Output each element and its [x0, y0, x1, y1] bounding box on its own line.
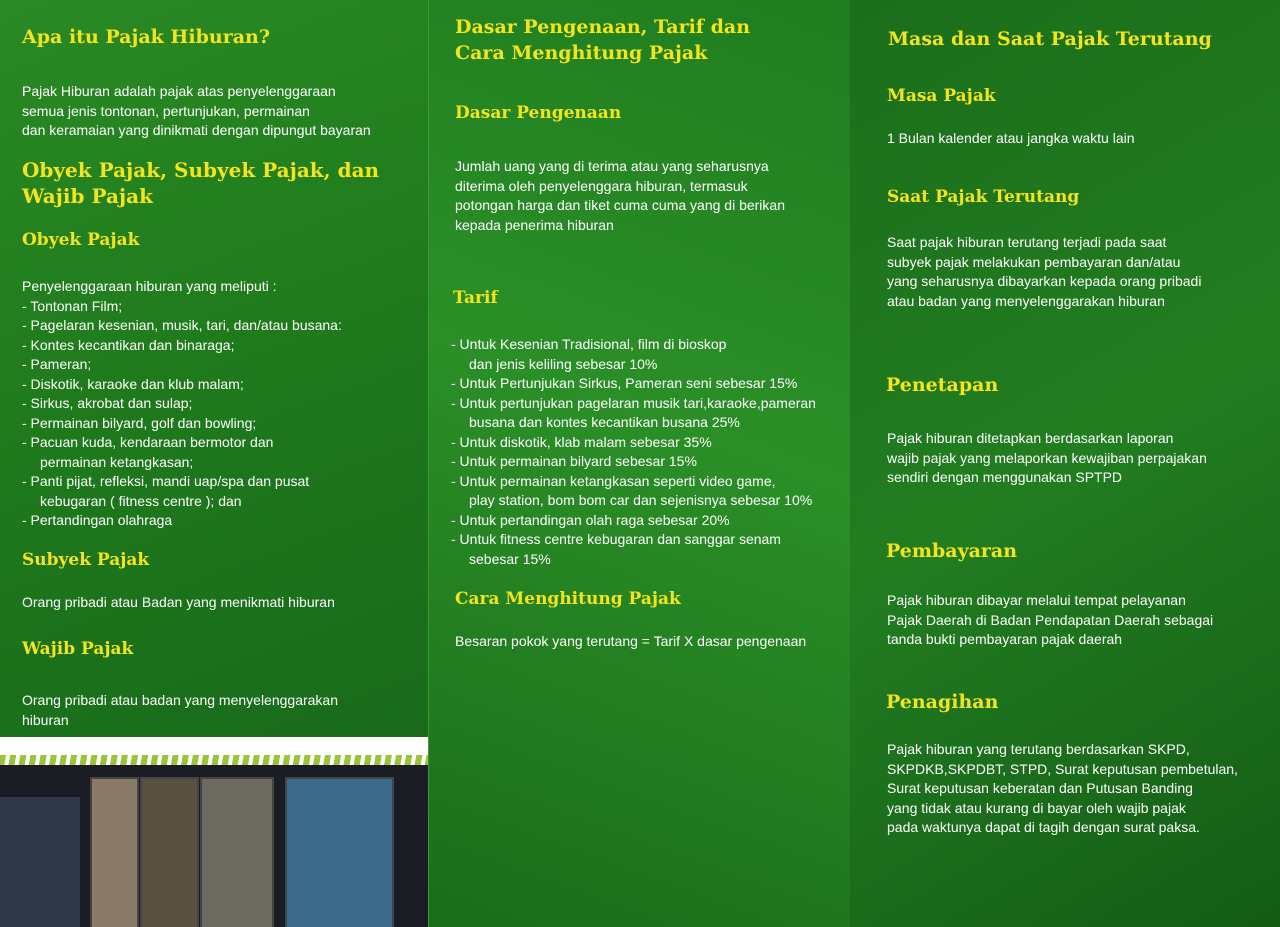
text-line: - Sirkus, akrobat dan sulap;: [22, 395, 193, 411]
heading-obyek-subyek: Obyek Pajak, Subyek Pajak, dan Wajib Pajak: [22, 158, 380, 208]
text-line: kebugaran ( fitness centre ); dan: [40, 492, 242, 509]
text-line: Pajak hiburan yang terutang berdasarkan SKPD,: [887, 741, 1190, 757]
text-line: - Untuk Pertunjukan Sirkus, Pameran seni sebesar 15%: [451, 375, 798, 391]
text-line: Orang pribadi atau badan yang menyelenggarakan: [22, 692, 339, 708]
text-line: tanda bukti pembayaran pajak daerah: [887, 631, 1123, 647]
text-line: - Diskotik, karaoke dan klub malam;: [22, 375, 244, 392]
text-line: - Pertandingan olahraga: [22, 512, 173, 528]
obyek-list: [22, 277, 342, 531]
text-line: diterima oleh penyelenggara hiburan, termasuk: [455, 177, 748, 194]
text-line: - Pacuan kuda, kendaraan bermotor dan: [22, 434, 274, 450]
text-line: - Pagelaran kesenian, musik, tari, dan/atau busana:: [22, 317, 342, 333]
panel-left: [0, 0, 428, 927]
heading-apa-itu: Apa itu Pajak Hiburan?: [22, 26, 270, 48]
text-line: hiburan: [22, 711, 69, 728]
text-line: - Untuk pertandingan olah raga sebesar 20%: [451, 511, 730, 528]
text-line: - Untuk permainan bilyard sebesar 15%: [451, 453, 697, 469]
text-line: atau badan yang menyelenggarakan hiburan: [887, 292, 1165, 309]
text-line: kepada penerima hiburan: [455, 216, 614, 233]
text-line: Pajak hiburan ditetapkan berdasarkan laporan: [887, 430, 1174, 446]
text-line: - Permainan bilyard, golf dan bowling;: [22, 414, 257, 431]
text-line: potongan harga dan tiket cuma cuma yang di berikan: [455, 197, 785, 213]
text-line: - Untuk fitness centre kebugaran dan sanggar senam: [451, 531, 781, 547]
heading-saat-terutang: Saat Pajak Terutang: [887, 187, 1080, 207]
text-line: pada waktunya dapat di tagih dengan surat paksa.: [887, 819, 1200, 835]
heading-cara-menghitung: Cara Menghitung Pajak: [455, 589, 681, 609]
text-line: - Untuk pertunjukan pagelaran musik tari,karaoke,pameran: [451, 394, 816, 411]
text-line: - Pameran;: [22, 356, 92, 372]
text-line: sendiri dengan menggunakan SPTPD: [887, 469, 1123, 485]
intro-text: [22, 82, 371, 141]
text-line: - Tontonan Film;: [22, 297, 123, 314]
text-line: sebesar 15%: [469, 550, 551, 567]
heading-tarif: Tarif: [453, 288, 498, 308]
text-line: Penyelenggaraan hiburan yang meliputi :: [22, 278, 277, 294]
heading-dasar-tarif: Dasar Pengenaan, Tarif dan Cara Menghitung Pajak: [455, 16, 751, 64]
text-line: Pajak hiburan dibayar melalui tempat pelayanan: [887, 592, 1186, 608]
cinema-photo: [0, 737, 428, 927]
heading-masa-saat: Masa dan Saat Pajak Terutang: [888, 28, 1212, 50]
saat-text: [887, 233, 1201, 311]
heading-subyek-pajak: Subyek Pajak: [22, 550, 150, 570]
text-line: play station, bom bom car dan sejenisnya sebesar 10%: [469, 492, 813, 508]
text-line: Pajak Daerah di Badan Pendapatan Daerah sebagai: [887, 611, 1214, 628]
heading-penetapan: Penetapan: [886, 374, 999, 396]
text-line: - Untuk permainan ketangkasan seperti video game,: [451, 472, 776, 489]
text-line: semua jenis tontonan, pertunjukan, permainan: [22, 102, 310, 119]
panel-middle: [428, 0, 852, 927]
text-line: busana dan kontes kecantikan busana 25%: [469, 414, 740, 430]
text-line: - Untuk diskotik, klab malam sebesar 35%: [451, 433, 712, 450]
text-line: yang tidak atau kurang di bayar oleh wajib pajak: [887, 799, 1186, 816]
text-line: wajib pajak yang melaporkan kewajiban perpajakan: [887, 449, 1207, 466]
text-line: permainan ketangkasan;: [40, 453, 194, 470]
heading-pembayaran: Pembayaran: [886, 540, 1018, 562]
wajib-text: [22, 691, 338, 730]
penagihan-text: [887, 740, 1238, 838]
tarif-list: [451, 335, 816, 569]
dasar-text: [455, 157, 785, 235]
text-line: Jumlah uang yang di terima atau yang seharusnya: [455, 158, 769, 174]
text-line: - Kontes kecantikan dan binaraga;: [22, 336, 235, 353]
text-line: dan keramaian yang dinikmati dengan dipungut bayaran: [22, 122, 371, 138]
text-line: Pajak Hiburan adalah pajak atas penyelenggaraan: [22, 83, 336, 99]
heading-masa-pajak: Masa Pajak: [887, 86, 996, 106]
text-line: - Panti pijat, refleksi, mandi uap/spa dan pusat: [22, 473, 310, 489]
heading-dasar-pengenaan: Dasar Pengenaan: [455, 103, 622, 123]
text-line: yang seharusnya dibayarkan kepada orang pribadi: [887, 273, 1202, 289]
text-line: subyek pajak melakukan pembayaran dan/atau: [887, 253, 1181, 270]
heading-penagihan: Penagihan: [886, 691, 999, 713]
subyek-text: Orang pribadi atau Badan yang menikmati hiburan: [22, 594, 335, 610]
text-line: SKPDKB,SKPDBT, STPD, Surat keputusan pembetulan,: [887, 760, 1238, 777]
penetapan-text: [887, 429, 1207, 488]
pembayaran-text: [887, 591, 1213, 650]
panel-right: [850, 0, 1280, 927]
text-line: Saat pajak hiburan terutang terjadi pada saat: [887, 234, 1167, 250]
heading-obyek-pajak: Obyek Pajak: [22, 230, 140, 250]
masa-text: 1 Bulan kalender atau jangka waktu lain: [887, 130, 1135, 146]
cara-text: Besaran pokok yang terutang = Tarif X dasar pengenaan: [455, 633, 807, 649]
text-line: Surat keputusan keberatan dan Putusan Banding: [887, 780, 1193, 796]
heading-wajib-pajak: Wajib Pajak: [22, 639, 134, 659]
text-line: - Untuk Kesenian Tradisional, film di bioskop: [451, 336, 727, 352]
text-line: dan jenis keliling sebesar 10%: [469, 355, 658, 372]
